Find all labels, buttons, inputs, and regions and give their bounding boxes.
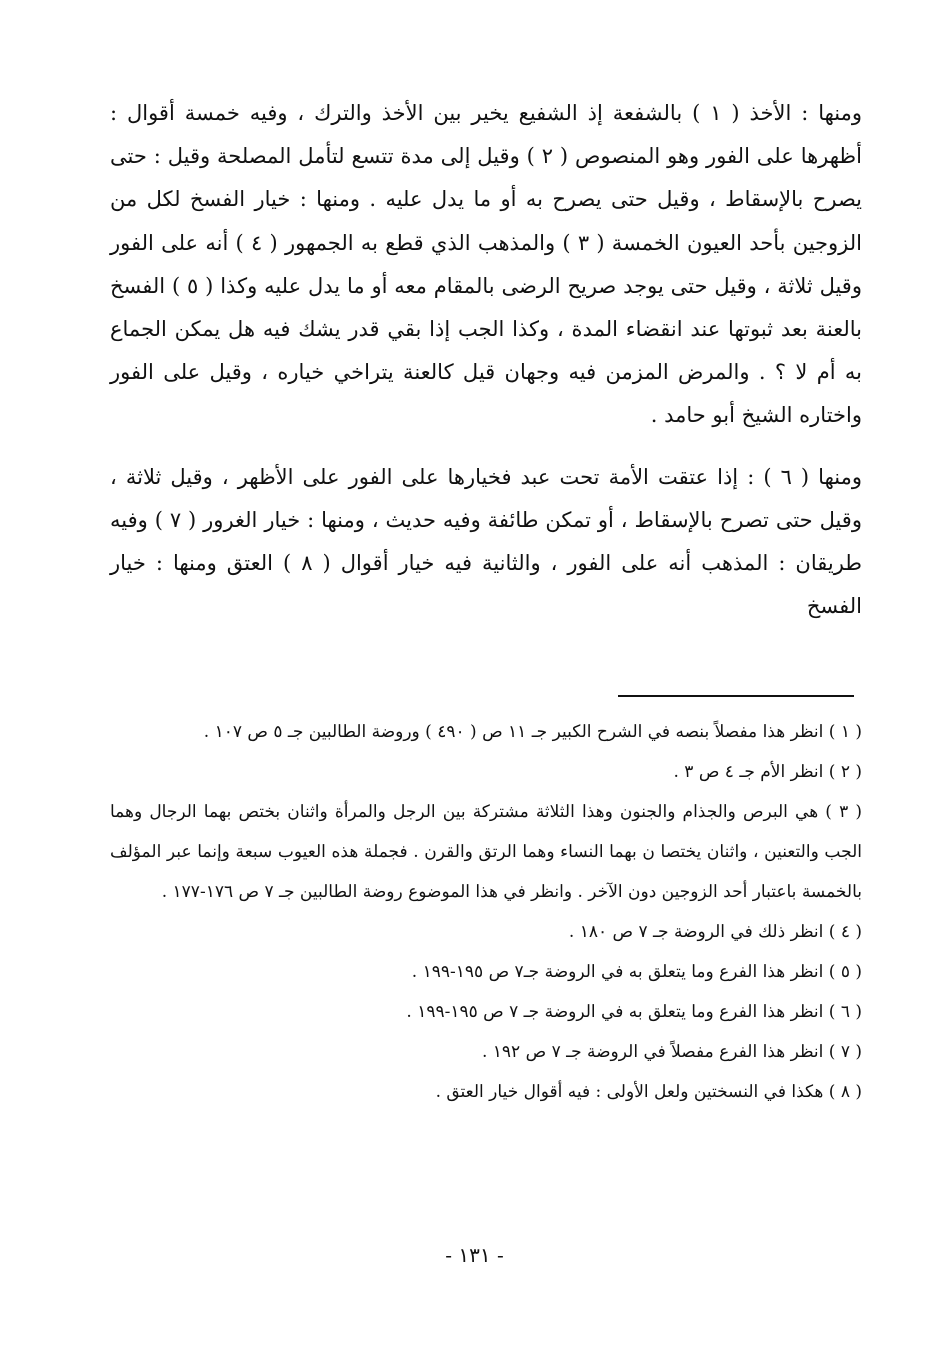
footnote-1: ( ١ ) انظر هذا مفصلاً بنصه في الشرح الكبير جـ ١١ ص ( ٤٩٠ ) وروضة الطالبين جـ ٥ ص ١٠٧ . (203, 722, 862, 742)
footnote-3: ( ٣ ) هي البرص والجذام والجنون وهذا الثلاثة مشتركة بين الرجل والمرأة واثنان بختص بهما الرجال وهما الجب والتعنين ، واثنان يختصا ن بهما النساء وهما الرتق والقرن . فجملة هذه العيوب سبعة وإنما عبر المؤلف بالخمسة باعتبار أحد الزوجين دون الآخر . وانظر في هذا الموضوع روضة الطالبين جـ ٧ ص ١٧٦-١٧٧ . (110, 802, 862, 902)
body-paragraph-1: ومنها : الأخذ ( ١ ) بالشفعة إذ الشفيع يخير بين الأخذ والترك ، وفيه خمسة أقوال : أظهرها على الفور وهو المنصوص ( ٢ ) وقيل إلى مدة تتسع لتأمل المصلحة وقيل : حتى يصرح بالإسقاط ، وقيل حتى يصرح به أو ما يدل عليه . ومنها : خيار الفسخ لكل من الزوجين بأحد العيون الخمسة ( ٣ ) والمذهب الذي قطع به الجمهور ( ٤ ) أنه على الفور وقيل ثلاثة ، وقيل حتى يوجد صريح الرضى بالمقام معه أو ما يدل عليه وكذا ( ٥ ) الفسخ بالعنة بعد ثبوتها عند انقضاء المدة ، وكذا الجب إذا بقي قدر يشك فيه هل يمكن الجماع به أم لا ؟ . والمرض المزمن فيه وجهان قيل كالعنة يتراخي خياره ، وقيل على الفور واختاره الشيخ أبو حامد . (110, 101, 862, 428)
page-number: - ١٣١ - (445, 1243, 504, 1267)
footnote-7: ( ٧ ) انظر هذا الفرع مفصلاً في الروضة جـ ٧ ص ١٩٢ . (481, 1042, 862, 1062)
footnote-8: ( ٨ ) هكذا في النسختين ولعل الأولى : فيه أقوال خيار العتق . (435, 1082, 862, 1102)
footnote-6: ( ٦ ) انظر هذا الفرع وما يتعلق به في الروضة جـ ٧ ص ١٩٥-١٩٩ . (406, 1002, 862, 1022)
footnote-4: ( ٤ ) انظر ذلك في الروضة جـ ٧ ص ١٨٠ . (568, 922, 862, 942)
main-text (110, 92, 862, 628)
body-paragraph-2: ومنها ( ٦ ) : إذا عتقت الأمة تحت عبد فخيارها على الفور على الأظهر ، وقيل ثلاثة ، وقيل حتى تصرح بالإسقاط ، أو تمكن طائفة وفيه حديث ، ومنها : خيار الغرور ( ٧ ) وفيه طريقان : المذهب أنه على الفور ، والثانية فيه خيار أقوال ( ٨ ) العتق ومنها : خيار الفسخ (110, 464, 862, 619)
footnote-5: ( ٥ ) انظر هذا الفرع وما يتعلق به في الروضة جـ٧ ص ١٩٥-١٩٩ . (411, 962, 862, 982)
footnote-2: ( ٢ ) انظر الأم جـ ٤ ص ٣ . (673, 762, 862, 782)
footnotes (110, 712, 862, 1112)
footnote-separator (618, 695, 854, 697)
